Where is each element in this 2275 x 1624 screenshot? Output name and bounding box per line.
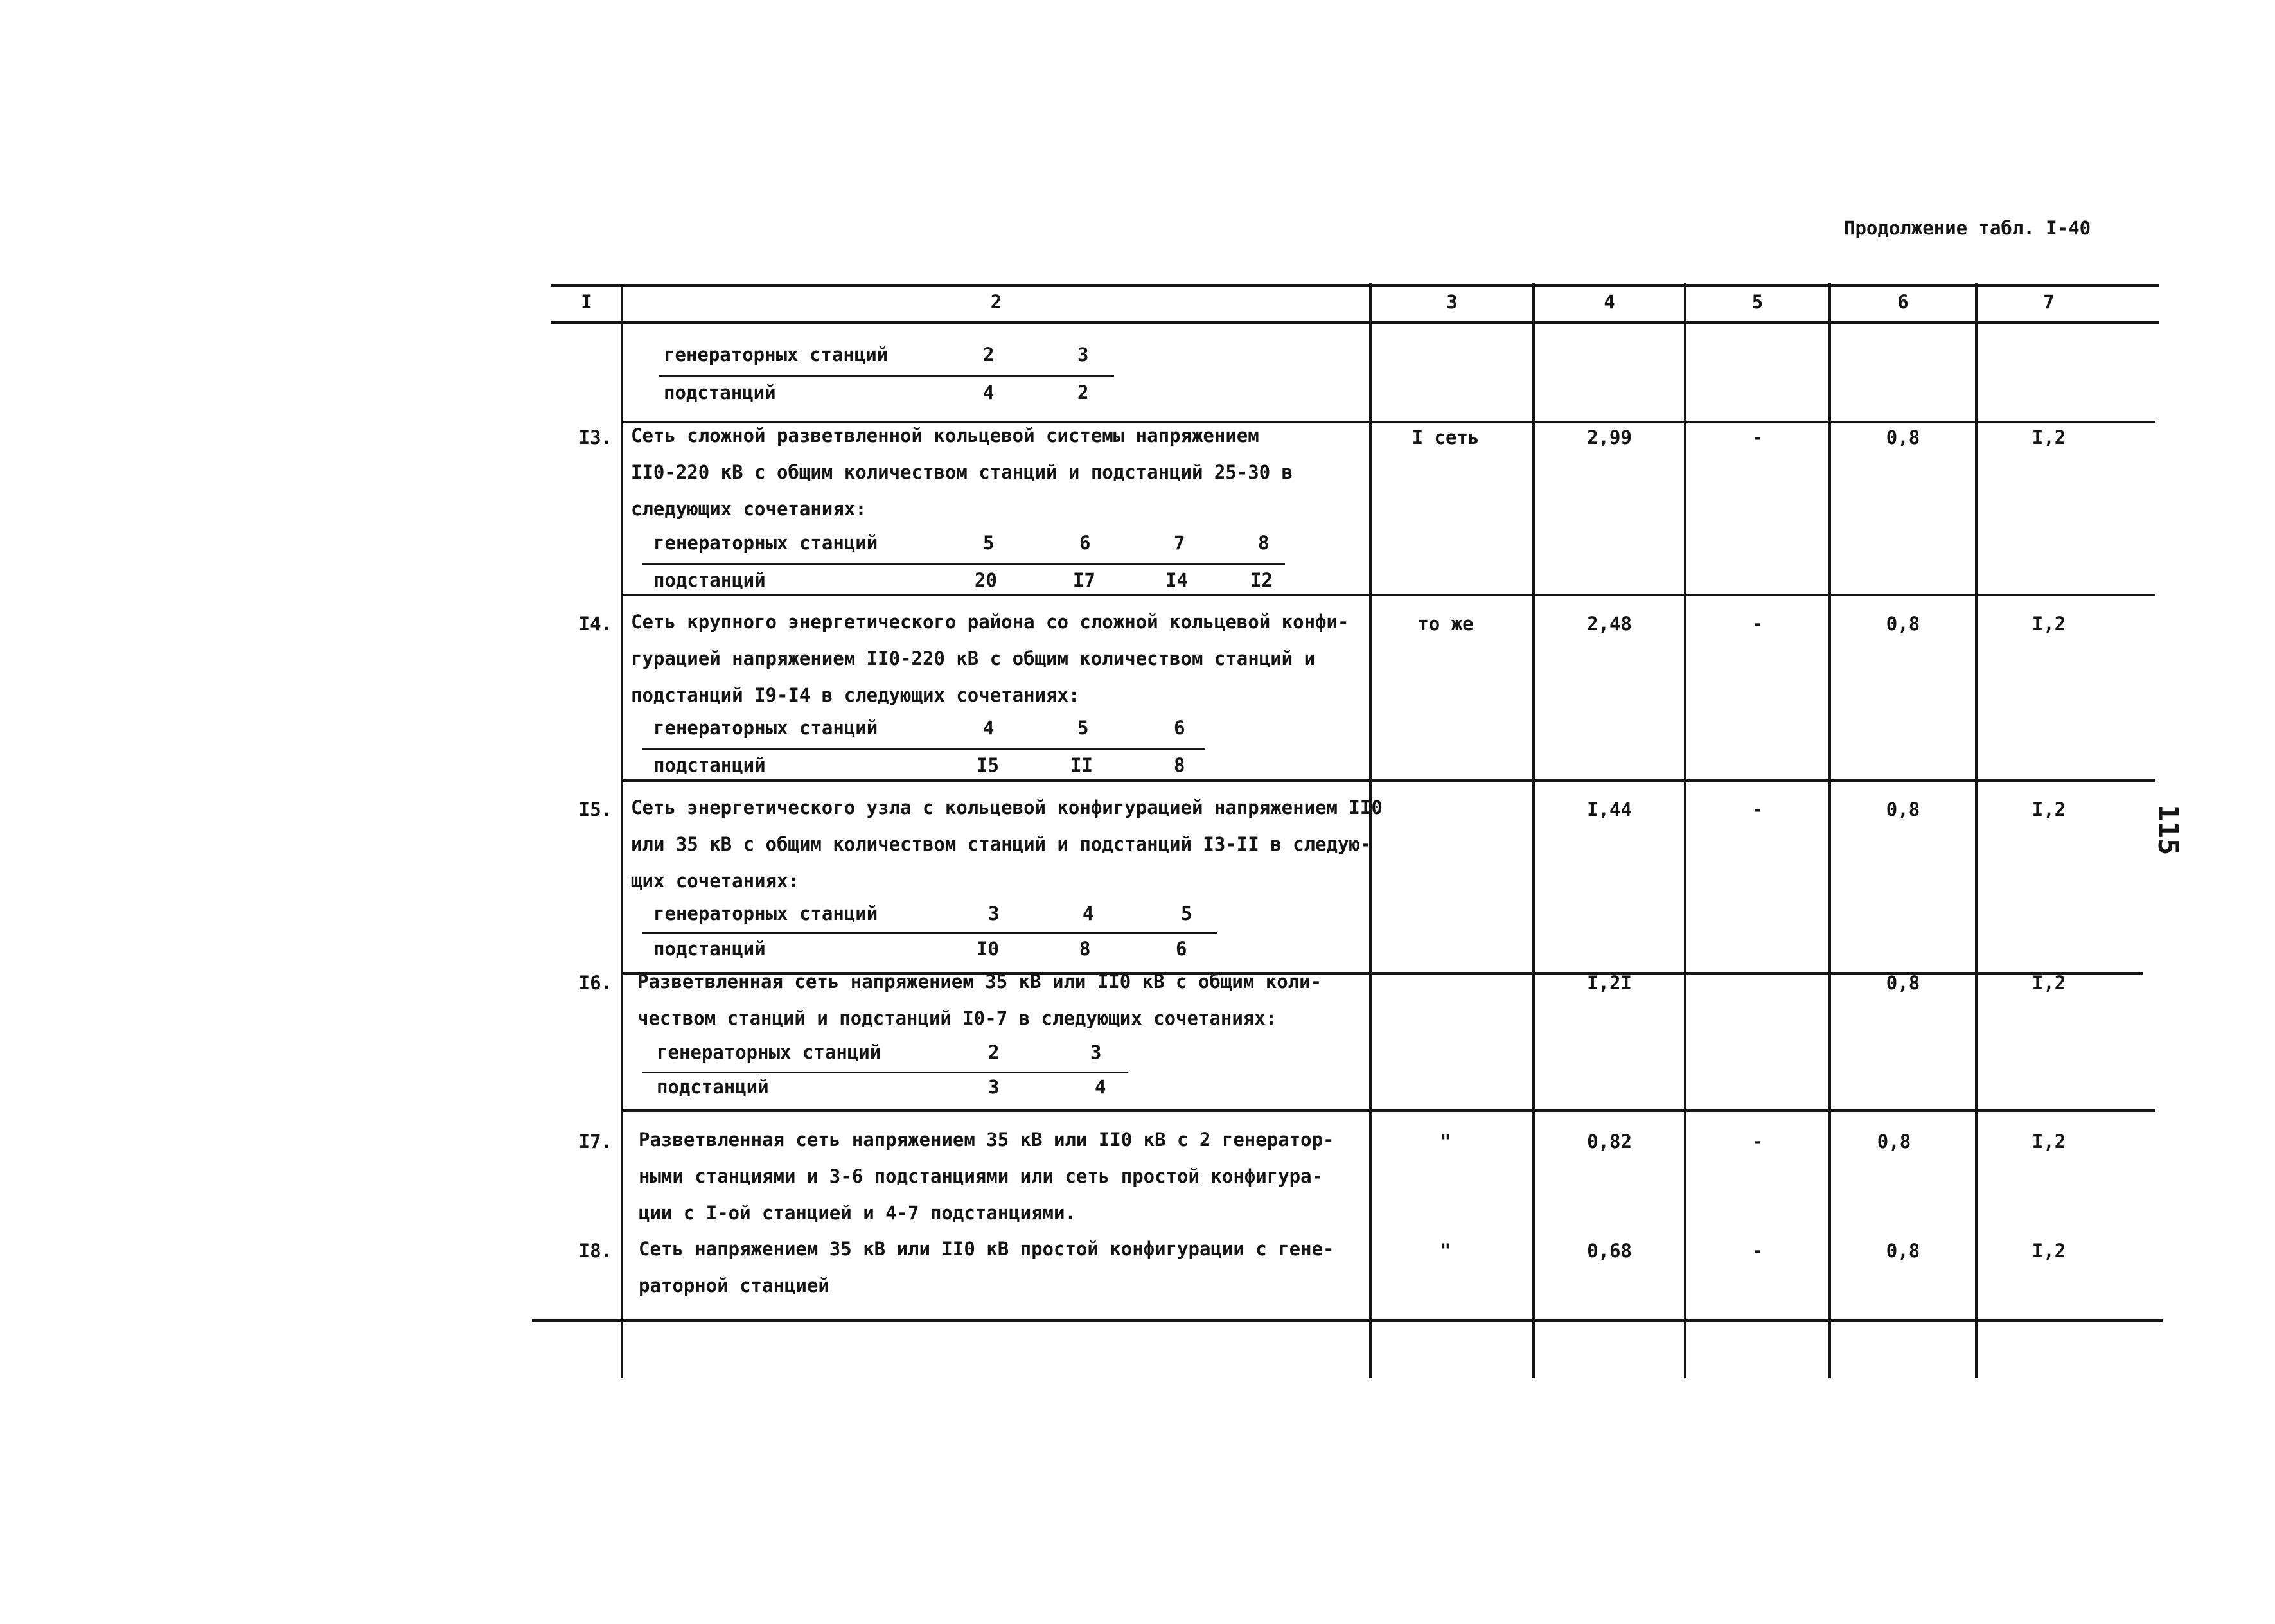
- sub-value: I5: [977, 754, 999, 776]
- sub-label: подстанций: [664, 382, 776, 403]
- sub-value: I4: [1165, 569, 1188, 591]
- row-rule: [623, 1109, 2155, 1112]
- sub-value: 7: [1174, 532, 1185, 554]
- description-line: раторной станцией: [639, 1275, 829, 1296]
- cell-col-6: 0,8: [1886, 799, 1920, 820]
- header-col-3: 3: [1446, 291, 1458, 313]
- sub-label: подстанций: [657, 1076, 769, 1098]
- cell-col-5: -: [1751, 799, 1764, 820]
- sub-value: 4: [1095, 1076, 1106, 1098]
- cell-col-3: I сеть: [1412, 427, 1480, 448]
- sub-label: генераторных станций: [657, 1041, 881, 1063]
- sub-value: 2: [988, 1041, 1000, 1063]
- sub-value: I2: [1250, 569, 1273, 591]
- cell-col-3: то же: [1417, 613, 1474, 635]
- row-number: I6.: [578, 972, 612, 994]
- sub-value: 5: [1077, 717, 1089, 739]
- cell-col-4: 2,48: [1587, 613, 1632, 635]
- row-description: [639, 1122, 1334, 1231]
- row-rule: [623, 594, 2155, 596]
- cell-col-7: I,2: [2032, 1240, 2066, 1262]
- column-rule: [621, 286, 623, 1378]
- header-col-6: 6: [1897, 291, 1909, 313]
- description-line: Сеть крупного энергетического района со сложной кольцевой конфи-: [631, 611, 1349, 633]
- sub-value: 8: [1079, 938, 1091, 960]
- cell-col-5: -: [1751, 427, 1764, 448]
- row-description: [631, 790, 1383, 899]
- cell-col-4: 2,99: [1587, 427, 1632, 448]
- description-line: II0-220 кВ с общим количеством станций и подстанций 25-30 в: [631, 461, 1293, 483]
- table-caption: Продолжение табл. I-40: [1844, 217, 2091, 239]
- sub-value: II: [1070, 754, 1093, 776]
- sub-label: подстанций: [653, 569, 766, 591]
- sub-value: 8: [1258, 532, 1270, 554]
- cell-col-7: I,2: [2032, 972, 2066, 994]
- sub-value: 4: [1083, 903, 1094, 924]
- page-number: 115: [2152, 804, 2184, 856]
- sub-value: 6: [1079, 532, 1091, 554]
- description-line: Сеть напряжением 35 кВ или II0 кВ простой конфигурации с гене-: [639, 1238, 1334, 1260]
- cell-col-7: I,2: [2032, 1131, 2066, 1152]
- sub-value: 6: [1176, 938, 1187, 960]
- sub-value: I7: [1073, 569, 1095, 591]
- table-bottom-rule: [532, 1319, 2163, 1322]
- sub-rule: [642, 932, 1217, 934]
- row-rule: [623, 779, 2155, 782]
- description-line: Разветвленная сеть напряжением 35 кВ или II0 кВ с 2 генератор-: [639, 1129, 1334, 1151]
- sub-value: 4: [983, 717, 995, 739]
- sub-value: 8: [1174, 754, 1185, 776]
- cell-col-5: -: [1751, 1240, 1764, 1262]
- header-col-1: I: [581, 291, 592, 313]
- row-description: [639, 1231, 1334, 1304]
- cell-col-4: 0,68: [1587, 1240, 1632, 1262]
- description-line: щих сочетаниях:: [631, 870, 799, 892]
- cell-col-4: I,2I: [1587, 972, 1632, 994]
- cell-col-6: 0,8: [1886, 972, 1920, 994]
- description-line: Сеть сложной разветвленной кольцевой системы напряжением: [631, 425, 1259, 446]
- sub-label: генераторных станций: [653, 532, 878, 554]
- description-line: Разветвленная сеть напряжением 35 кВ или II0 кВ с общим коли-: [637, 971, 1322, 993]
- sub-rule: [642, 748, 1205, 750]
- description-line: подстанций I9-I4 в следующих сочетаниях:: [631, 684, 1080, 706]
- sub-rule: [659, 375, 1114, 377]
- header-rule: [551, 321, 2159, 324]
- sub-label: генераторных станций: [653, 717, 878, 739]
- row-number: I5.: [578, 799, 612, 820]
- sub-value: 5: [983, 532, 995, 554]
- row-number: I7.: [578, 1131, 612, 1152]
- sub-value: 5: [1181, 903, 1192, 924]
- cell-col-5: -: [1751, 613, 1764, 635]
- sub-label: генераторных станций: [653, 903, 878, 924]
- description-line: следующих сочетаниях:: [631, 498, 867, 520]
- sub-value: 3: [1077, 344, 1089, 366]
- cell-col-7: I,2: [2032, 799, 2066, 820]
- header-col-4: 4: [1604, 291, 1615, 313]
- sub-value: I0: [977, 938, 999, 960]
- sub-value: 3: [1090, 1041, 1102, 1063]
- description-line: ными станциями и 3-6 подстанциями или сеть простой конфигура-: [639, 1165, 1323, 1187]
- row-description: [631, 418, 1293, 527]
- row-number: I8.: [578, 1240, 612, 1262]
- cell-col-6: 0,8: [1886, 427, 1920, 448]
- cell-col-3: ": [1440, 1240, 1451, 1262]
- table-top-rule: [551, 284, 2159, 287]
- sub-label: генераторных станций: [664, 344, 889, 366]
- sub-value: 20: [975, 569, 997, 591]
- cell-col-4: I,44: [1587, 799, 1632, 820]
- header-col-7: 7: [2043, 291, 2055, 313]
- sub-value: 2: [1077, 382, 1089, 403]
- description-line: Сеть энергетического узла с кольцевой конфигурацией напряжением II0: [631, 797, 1383, 818]
- cell-col-7: I,2: [2032, 427, 2066, 448]
- sub-value: 2: [983, 344, 995, 366]
- sub-label: подстанций: [653, 754, 766, 776]
- sub-label: подстанций: [653, 938, 766, 960]
- description-line: чеством станций и подстанций I0-7 в следующих сочетаниях:: [637, 1007, 1277, 1029]
- sub-value: 3: [988, 1076, 1000, 1098]
- sub-value: 4: [983, 382, 995, 403]
- header-col-2: 2: [990, 291, 1002, 313]
- sub-rule: [642, 563, 1285, 565]
- cell-col-4: 0,82: [1587, 1131, 1632, 1152]
- cell-col-6: 0,8: [1877, 1131, 1911, 1152]
- description-line: гурацией напряжением II0-220 кВ с общим количеством станций и: [631, 648, 1316, 669]
- cell-col-7: I,2: [2032, 613, 2066, 635]
- header-col-5: 5: [1751, 291, 1764, 313]
- row-number: I4.: [578, 613, 612, 635]
- sub-value: 6: [1174, 717, 1185, 739]
- row-number: I3.: [578, 427, 612, 448]
- row-description: [637, 964, 1322, 1037]
- description-line: или 35 кВ с общим количеством станций и подстанций I3-II в следую-: [631, 833, 1372, 855]
- cell-col-6: 0,8: [1886, 1240, 1920, 1262]
- cell-col-3: ": [1440, 1131, 1451, 1152]
- cell-col-6: 0,8: [1886, 613, 1920, 635]
- row-description: [631, 604, 1349, 714]
- sub-value: 3: [988, 903, 1000, 924]
- description-line: ции с I-ой станцией и 4-7 подстанциями.: [639, 1202, 1076, 1224]
- cell-col-5: -: [1751, 1131, 1764, 1152]
- sub-rule: [642, 1072, 1128, 1073]
